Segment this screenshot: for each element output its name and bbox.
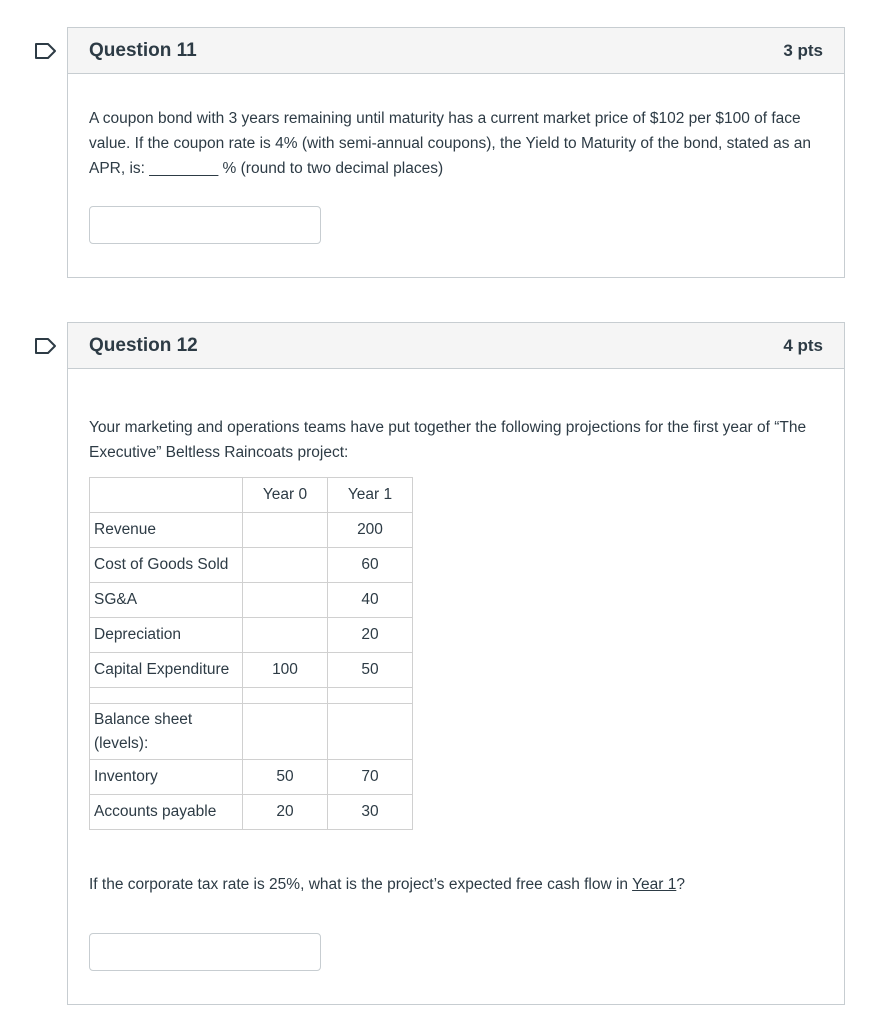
flag-question-icon[interactable]: [34, 42, 58, 60]
year0-cell: [243, 548, 328, 583]
table-header-row: [90, 478, 413, 513]
question-12: [67, 322, 845, 1005]
question-prompt: [89, 872, 829, 897]
row-label: SG&A: [90, 583, 243, 618]
table-row: [90, 513, 413, 548]
table-header-cell: [90, 478, 243, 513]
table-row: [90, 583, 413, 618]
question-title: Question 12: [89, 334, 198, 356]
row-label: Inventory: [90, 760, 243, 795]
year0-cell: [243, 704, 328, 760]
year-1-emphasis: Year 1: [632, 876, 677, 893]
question-title: Question 11: [89, 39, 197, 61]
year1-cell: 30: [328, 795, 413, 830]
year1-cell: 200: [328, 513, 413, 548]
question-prompt-text: If the corporate tax rate is 25%, what is the project’s expected free cash flow in: [89, 876, 633, 893]
question-points: 4 pts: [783, 335, 823, 355]
year1-cell: 70: [328, 760, 413, 795]
table-spacer-row: [90, 688, 413, 704]
year0-cell: 20: [243, 795, 328, 830]
table-row: [90, 653, 413, 688]
spacer-cell: [90, 688, 243, 704]
question-prompt-end: ?: [676, 876, 685, 893]
year1-cell: 40: [328, 583, 413, 618]
question-points: 3 pts: [783, 40, 823, 60]
spacer-cell: [328, 688, 413, 704]
spacer-cell: [243, 688, 328, 704]
table-row: [90, 548, 413, 583]
year0-cell: [243, 618, 328, 653]
year1-cell: 20: [328, 618, 413, 653]
year0-cell: [243, 583, 328, 618]
table-row: [90, 704, 413, 760]
row-label: Capital Expenditure: [90, 653, 243, 688]
question-header: [68, 323, 844, 369]
row-label: Cost of Goods Sold: [90, 548, 243, 583]
table-row: [90, 795, 413, 830]
question-text: A coupon bond with 3 years remaining until maturity has a current market price of $102 per $100 of face value. If the coupon rate is 4% (with semi-annual coupons), the Yield to Maturity of the bond, stated as an APR, is: ________ % (round to two decimal places): [89, 110, 812, 177]
question-header: [68, 28, 844, 74]
flag-question-icon[interactable]: [34, 337, 58, 355]
question-intro: Your marketing and operations teams have put together the following projections for the first year of “The Executive” Beltless Raincoats project:: [89, 419, 807, 461]
table-row: [90, 618, 413, 653]
projections-table: [89, 477, 413, 830]
table-row: [90, 760, 413, 795]
row-label: Depreciation: [90, 618, 243, 653]
year1-cell: 50: [328, 653, 413, 688]
table-header-cell: Year 1: [328, 478, 413, 513]
table-header-cell: Year 0: [243, 478, 328, 513]
year0-cell: 50: [243, 760, 328, 795]
answer-input[interactable]: [89, 933, 321, 971]
question-11: [67, 27, 845, 278]
year1-cell: [328, 704, 413, 760]
year0-cell: [243, 513, 328, 548]
year1-cell: 60: [328, 548, 413, 583]
row-label: Revenue: [90, 513, 243, 548]
year0-cell: 100: [243, 653, 328, 688]
answer-input[interactable]: [89, 206, 321, 244]
row-label: Accounts payable: [90, 795, 243, 830]
row-label: Balance sheet (levels):: [90, 704, 243, 760]
